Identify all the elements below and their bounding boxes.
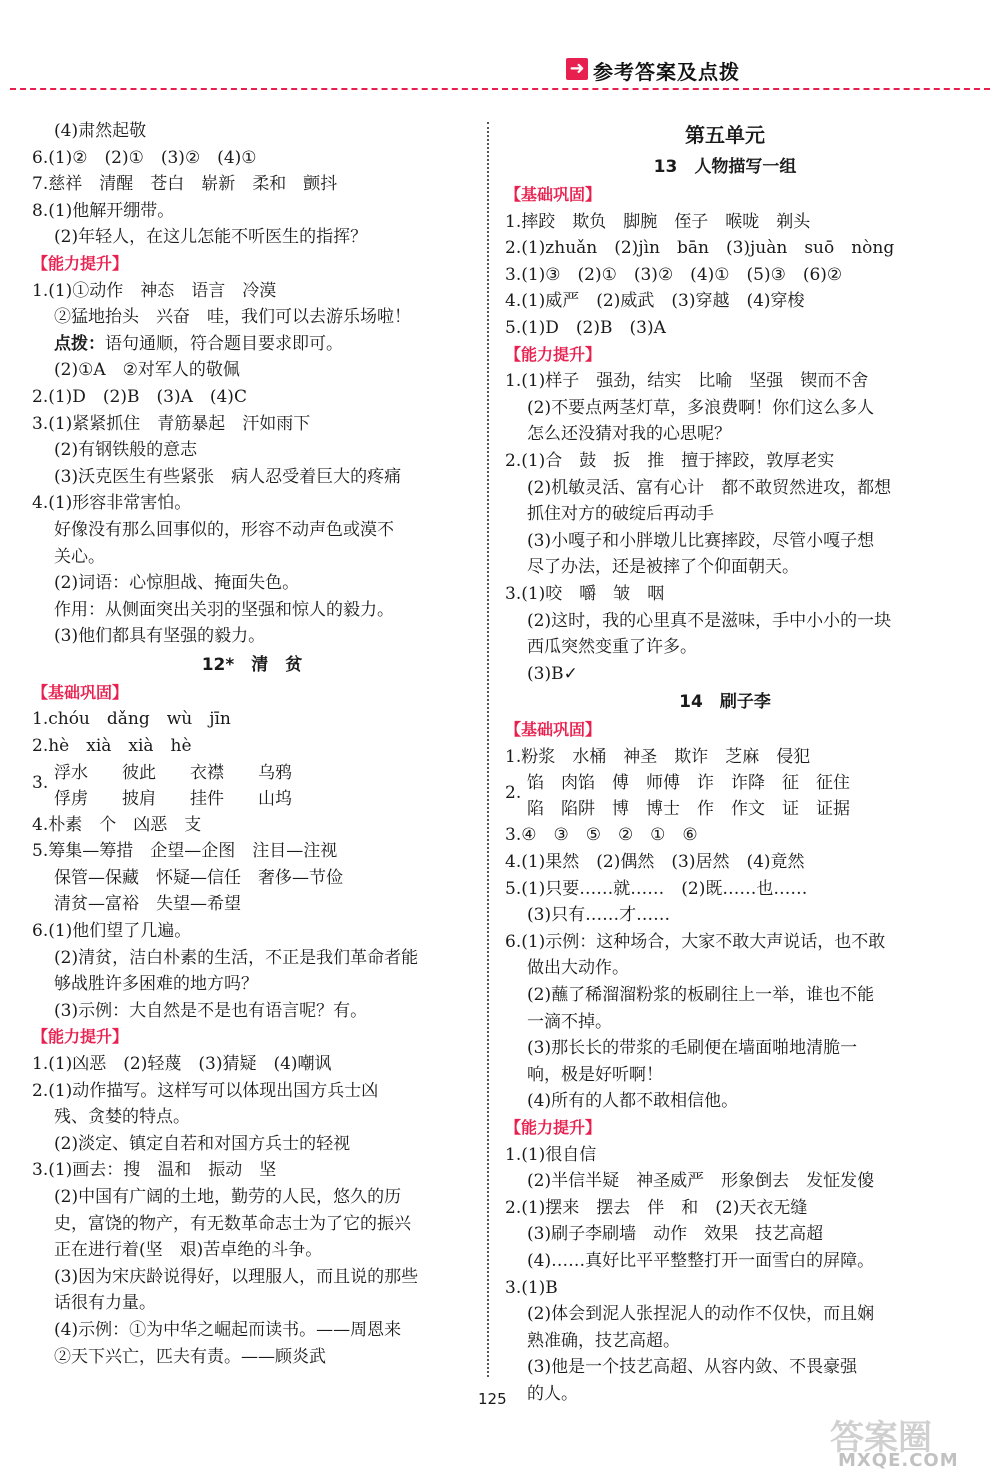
answer-line: (2)蘸了稀溜溜粉浆的板刷往上一举，谁也不能 xyxy=(527,985,875,1006)
answer-line: 2.(1)zhuǎn (2)jìn bān (3)juàn suō nòng xyxy=(505,238,895,259)
answer-line: ②天下兴亡，匹夫有责。——顾炎武 xyxy=(54,1346,326,1367)
answer-line: 作用：从侧面突出关羽的坚强和惊人的毅力。 xyxy=(54,599,394,620)
answer-line: 做出大动作。 xyxy=(527,958,629,979)
answer-line: (3)示例：大自然是不是也有语言呢？有。 xyxy=(54,1000,368,1021)
answer-line: (2)淡定、镇定自若和对国方兵士的轻视 xyxy=(54,1133,351,1154)
answer-line: 2.(1)D (2)B (3)A (4)C xyxy=(32,386,247,407)
answer-line: (2)中国有广阔的土地，勤劳的人民，悠久的历 xyxy=(54,1186,402,1207)
lesson-title-text: 13 人物描写一组 xyxy=(653,157,797,177)
answer-line: 熟准确，技艺高超。 xyxy=(527,1330,680,1351)
column-divider xyxy=(487,122,489,1377)
watermark-url: MXQE.COM xyxy=(838,1450,959,1471)
answer-line: 4.(1)威严 (2)威武 (3)穿越 (4)穿梭 xyxy=(505,291,805,312)
section-tag-basic: 【基础巩固】 xyxy=(32,682,129,702)
answer-line: 3.(1)③ (2)① (3)② (4)① (5)③ (6)② xyxy=(505,264,843,285)
answer-line: 2.(1)摆来 摆去 伴 和 (2)天衣无缝 xyxy=(505,1197,808,1218)
answer-line: 1.(1)很自信 xyxy=(505,1144,597,1165)
answer-line: (4)……真好比平平整整打开一面雪白的屏障。 xyxy=(527,1250,875,1271)
brace-number: 3. xyxy=(32,772,49,793)
lesson-title xyxy=(32,650,472,680)
right-column xyxy=(505,118,945,1408)
answer-line: 5.筹集—筹措 企望—企图 注目—注视 xyxy=(32,841,338,862)
brace-row: 俘虏 披肩 挂件 山坞 xyxy=(54,788,292,809)
answer-line: 话很有力量。 xyxy=(54,1293,156,1314)
answer-line: (2)半信半疑 神圣威严 形象倒去 发怔发傻 xyxy=(527,1171,875,1192)
answer-line: 够战胜许多困难的地方吗？ xyxy=(54,974,258,995)
answer-line: (3)沃克医生有些紧张 病人忍受着巨大的疼痛 xyxy=(54,466,402,487)
answer-line: 4.朴素 个 凶恶 支 xyxy=(32,814,202,835)
brace-row: 陷 陷阱 博 博士 作 作文 证 证据 xyxy=(527,799,850,820)
brace-group xyxy=(505,770,945,822)
answer-line: (2)不要点两茎灯草，多浪费啊！你们这么多人 xyxy=(527,397,875,418)
answer-line: 史，富饶的物产，有无数革命志士为了它的振兴 xyxy=(54,1213,411,1234)
answer-line: (3)那长长的带浆的毛刷便在墙面啪地清脆一 xyxy=(527,1038,858,1059)
lesson-title xyxy=(505,687,945,717)
section-tag-basic: 【基础巩固】 xyxy=(505,185,602,204)
answer-line: (2)清贫，洁白朴素的生活，不正是我们革命者能 xyxy=(54,947,419,968)
answer-line: 西瓜突然变重了许多。 xyxy=(527,637,697,658)
brace-number: 2. xyxy=(505,783,522,804)
answer-line: 2.hè xià xià hè xyxy=(32,736,192,757)
answer-line: 1.(1)样子 强劲，结实 比喻 坚强 锲而不舍 xyxy=(505,371,869,392)
page-header xyxy=(0,0,1000,100)
section-tag-ability: 【能力提升】 xyxy=(505,1118,602,1137)
answer-line: 4.(1)果然 (2)偶然 (3)居然 (4)竟然 xyxy=(505,852,805,873)
answer-line: (3)B✓ xyxy=(527,663,578,684)
answer-line: 关心。 xyxy=(54,546,105,567)
answer-line: 3.(1)画去：搜 温和 振动 坚 xyxy=(32,1160,277,1181)
answer-line: (4)示例：①为中华之崛起而读书。——周恩来 xyxy=(54,1319,402,1340)
section-tag-ability: 【能力提升】 xyxy=(32,253,129,273)
answer-line: (2)词语：心惊胆战、掩面失色。 xyxy=(54,573,300,594)
answer-line: 7.慈祥 清醒 苍白 崭新 柔和 颤抖 xyxy=(32,174,338,195)
answer-line: (2)有钢铁般的意志 xyxy=(54,440,198,461)
answer-line: 3.(1)B xyxy=(505,1277,558,1298)
answer-line: (3)只有……才…… xyxy=(527,905,671,926)
section-tag-ability: 【能力提升】 xyxy=(32,1027,129,1047)
unit-title: 第五单元 xyxy=(685,123,765,147)
header-divider xyxy=(10,88,990,90)
answer-line: 6.(1)他们望了几遍。 xyxy=(32,921,192,942)
section-tag-basic: 【基础巩固】 xyxy=(505,720,602,740)
answer-line: 一滴不掉。 xyxy=(527,1011,612,1032)
answer-line: (4)肃然起敬 xyxy=(54,121,147,141)
brace-row: 浮水 彼此 衣襟 乌鸦 xyxy=(54,762,292,783)
hint-text: 语句通顺，符合题目要求即可。 xyxy=(105,333,343,354)
answer-line: 6.(1)示例：这种场合，大家不敢大声说话，也不敢 xyxy=(505,931,886,952)
page-number: 125 xyxy=(478,1390,507,1408)
answer-line: 清贫—富裕 失望—希望 xyxy=(54,894,241,915)
answer-line: (3)他是一个技艺高超、从容内敛、不畏豪强 xyxy=(527,1357,858,1378)
answer-line: 尽了办法，还是被摔了个仰面朝天。 xyxy=(527,557,799,578)
section-tag-ability: 【能力提升】 xyxy=(505,344,602,364)
answer-line: (2)这时，我的心里真不是滋味，手中小小的一块 xyxy=(527,610,892,631)
answer-line: (4)所有的人都不敢相信他。 xyxy=(527,1091,739,1112)
brace-row: 馅 肉馅 傅 师傅 诈 诈降 征 征住 xyxy=(527,773,850,794)
answer-line: 2.(1)合 鼓 扳 推 擅于摔跤，敦厚老实 xyxy=(505,450,835,471)
lesson-title-text: 14 刷子李 xyxy=(679,692,771,713)
answer-line: (3)他们都具有坚强的毅力。 xyxy=(54,626,266,647)
answer-line: 3.④ ③ ⑤ ② ① ⑥ xyxy=(505,825,698,846)
answer-line: (2)机敏灵活、富有心计 都不敢贸然进攻，都想 xyxy=(527,477,892,498)
lesson-title xyxy=(505,152,945,182)
answer-line: 保管—保藏 怀疑—信任 奢侈—节俭 xyxy=(54,867,343,888)
hint-label: 点拨： xyxy=(54,333,105,354)
answer-line: 1.粉浆 水桶 神圣 欺诈 芝麻 侵犯 xyxy=(505,746,811,767)
left-column xyxy=(32,118,472,1370)
header-title: 参考答案及点拨 xyxy=(593,60,740,84)
answer-line: 1.摔跤 欺负 脚腕 侄子 喉咙 剃头 xyxy=(505,211,811,232)
answer-line: (2)年轻人，在这儿怎能不听医生的指挥？ xyxy=(54,227,368,248)
brace-group xyxy=(32,760,472,812)
answer-line: 3.(1)咬 嚼 皱 咽 xyxy=(505,583,665,604)
answer-line: 怎么还没猜对我的心思呢？ xyxy=(527,424,731,445)
lesson-title-text: 12* 清 贫 xyxy=(201,654,303,675)
answer-line: 2.(1)动作描写。这样写可以体现出国方兵士凶 xyxy=(32,1080,379,1101)
answer-line: 8.(1)他解开绷带。 xyxy=(32,200,175,221)
answer-line: (3)小嘎子和小胖墩儿比赛摔跤，尽管小嘎子想 xyxy=(527,530,875,551)
answer-line: 1.(1)①动作 神态 语言 冷漠 xyxy=(32,280,277,301)
answer-line: 抓住对方的破绽后再动手 xyxy=(527,504,714,525)
answer-line: ②猛地抬头 兴奋 哇，我们可以去游乐场啦！ xyxy=(54,307,411,328)
arrow-icon: ➜ xyxy=(566,58,588,80)
answer-line: (2)体会到泥人张捏泥人的动作不仅快，而且娴 xyxy=(527,1304,875,1325)
answer-line xyxy=(32,331,472,358)
answer-line: 5.(1)只要……就…… (2)既……也…… xyxy=(505,878,808,899)
answer-line: 1.(1)凶恶 (2)轻蔑 (3)猜疑 (4)嘲讽 xyxy=(32,1054,332,1074)
answer-line: 正在进行着(坚 艰)苦卓绝的斗争。 xyxy=(54,1240,323,1261)
answer-line: 残、贪婪的特点。 xyxy=(54,1107,190,1128)
answer-line: 响，极是好听啊！ xyxy=(527,1064,663,1085)
answer-line: (3)因为宋庆龄说得好，以理服人，而且说的那些 xyxy=(54,1266,419,1287)
answer-line: 的人。 xyxy=(527,1383,578,1404)
answer-line: 3.(1)紧紧抓住 青筋暴起 汗如雨下 xyxy=(32,413,311,434)
watermark-logo: 答案圈 xyxy=(830,1418,932,1458)
answer-line: 6.(1)② (2)① (3)② (4)① xyxy=(32,147,257,168)
answer-line: (3)刷子李刷墙 动作 效果 技艺高超 xyxy=(527,1224,824,1245)
answer-line: (2)①A ②对军人的敬佩 xyxy=(54,360,240,381)
answer-line: 1.chóu dǎng wù jīn xyxy=(32,709,231,730)
answer-line: 好像没有那么回事似的，形容不动声色或漠不 xyxy=(54,519,394,540)
answer-line: 5.(1)D (2)B (3)A xyxy=(505,317,666,338)
answer-line: 4.(1)形容非常害怕。 xyxy=(32,493,192,514)
